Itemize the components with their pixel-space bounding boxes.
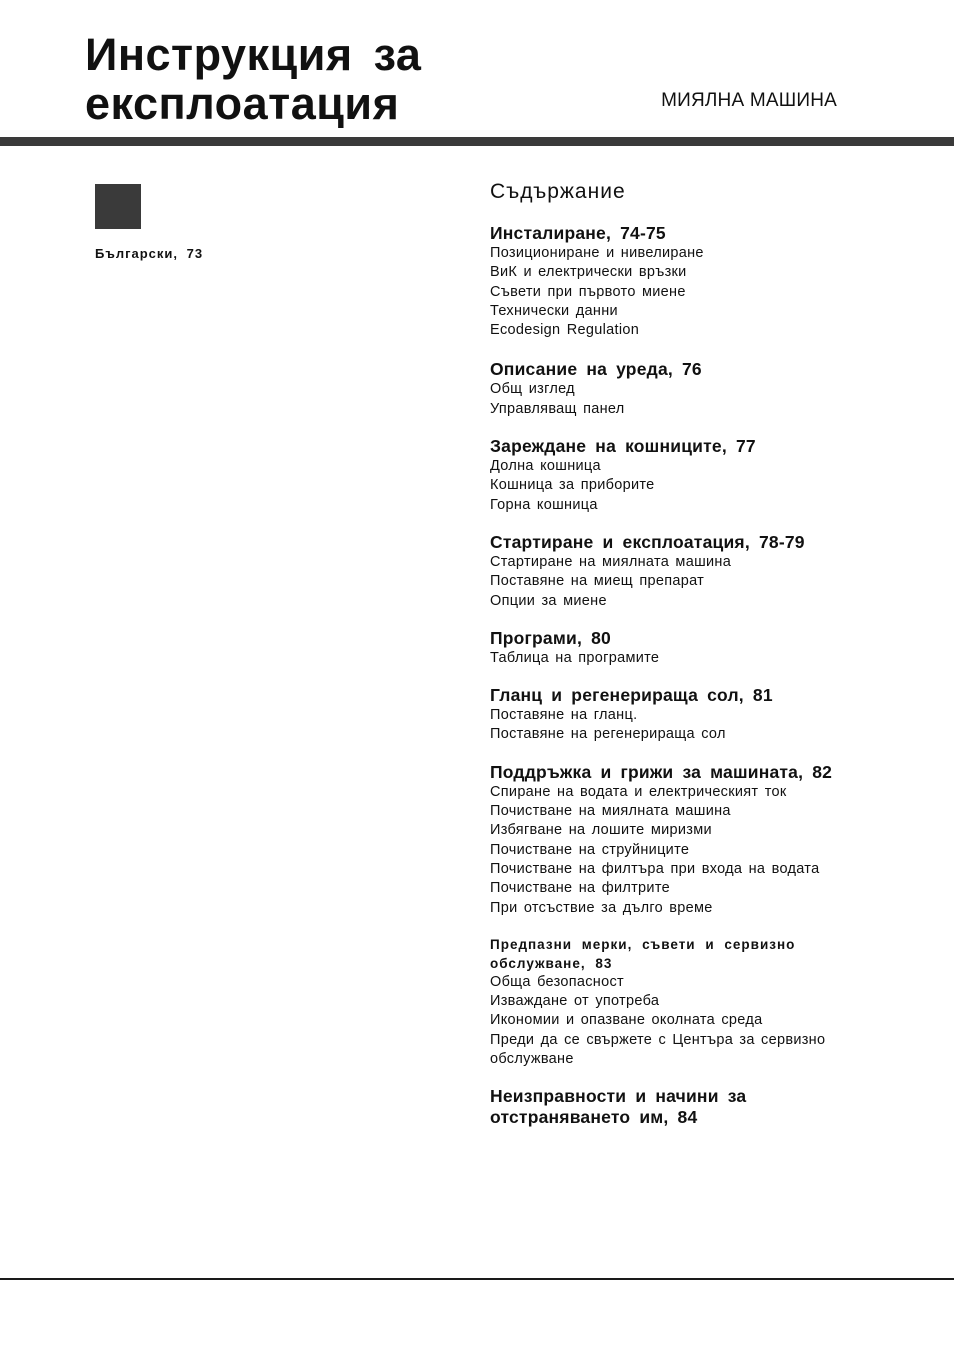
toc-item[interactable]: Опции за миене: [490, 592, 607, 609]
toc-item[interactable]: Почистване на миялната машина: [490, 803, 731, 820]
toc-item[interactable]: Горна кошница: [490, 496, 598, 513]
toc-item[interactable]: Позициониране и нивелиране: [490, 245, 704, 261]
title-line-1: Инструкция за: [85, 29, 422, 80]
toc-section-description: [490, 359, 860, 419]
toc-item[interactable]: Общ изглед: [490, 381, 575, 398]
toc-section-rinse-aid-salt: [490, 685, 860, 745]
toc-section-installation: [490, 223, 860, 340]
toc-item[interactable]: Съвети при първото миене: [490, 283, 686, 300]
toc-item[interactable]: Управляващ панел: [490, 400, 625, 417]
toc-item[interactable]: Спиране на водата и електрическият ток: [490, 783, 787, 800]
toc-item[interactable]: Почистване на струйниците: [490, 841, 690, 858]
language-marker-square: [95, 184, 141, 229]
toc-section-title[interactable]: Поддръжка и грижи за машината, 82: [490, 761, 833, 782]
toc-section-precautions-service: [490, 935, 860, 1069]
toc-section-programs: [490, 628, 860, 668]
toc-item[interactable]: Обща безопасност: [490, 973, 624, 990]
toc-item[interactable]: Долна кошница: [490, 458, 601, 475]
footer-divider: [0, 1278, 954, 1280]
product-name: МИЯЛНА МАШИНА: [661, 90, 837, 111]
page-title: [85, 30, 421, 128]
toc-item[interactable]: Почистване на филтрите: [490, 880, 670, 897]
header-divider: [0, 137, 954, 146]
toc-section-title[interactable]: Неизправности и начини за отстраняването им, 84: [490, 1086, 747, 1128]
toc-heading: Съдържание: [490, 180, 626, 203]
toc-section-start-operation: [490, 532, 860, 611]
toc-section-title[interactable]: Програми, 80: [490, 627, 611, 648]
toc-section-troubleshooting: [490, 1086, 860, 1128]
toc-item[interactable]: Ecodesign Regulation: [490, 322, 640, 339]
toc-item[interactable]: Поставяне на регенерираща сол: [490, 726, 726, 743]
toc-item[interactable]: Почистване на филтъра при входа на водата: [490, 860, 820, 877]
toc-item[interactable]: Стартиране на миялната машина: [490, 553, 732, 570]
toc-item[interactable]: Избягване на лошите миризми: [490, 822, 712, 839]
toc-item[interactable]: Икономии и опазване околната среда: [490, 1012, 763, 1029]
toc-item[interactable]: Преди да се свържете с Центъра за сервизно обслужване: [490, 1031, 826, 1068]
toc-section-maintenance: [490, 762, 860, 918]
toc-section-title[interactable]: Гланц и регенерираща сол, 81: [490, 685, 773, 706]
toc-item[interactable]: ВиК и електрически връзки: [490, 264, 687, 281]
toc-section-title[interactable]: Стартиране и експлоатация, 78-79: [490, 531, 805, 552]
toc-item[interactable]: Поставяне на миещ препарат: [490, 573, 705, 590]
toc-section-loading-racks: [490, 436, 860, 515]
toc-item[interactable]: Поставяне на гланц.: [490, 707, 638, 724]
toc-section-title[interactable]: Предпазни мерки, съвети и сервизно обслужване, 83: [490, 936, 796, 971]
title-line-2: експлоатация: [85, 78, 400, 129]
toc-section-title[interactable]: Описание на уреда, 76: [490, 359, 702, 380]
toc-section-title[interactable]: Зареждане на кошниците, 77: [490, 436, 756, 457]
toc-item[interactable]: Таблица на програмите: [490, 649, 660, 666]
table-of-contents: [490, 178, 860, 1145]
toc-item[interactable]: Технически данни: [490, 302, 618, 319]
toc-section-title[interactable]: Инсталиране, 74-75: [490, 223, 666, 243]
language-link[interactable]: Български, 73: [95, 246, 204, 261]
toc-item[interactable]: Кошница за приборите: [490, 477, 655, 494]
toc-item[interactable]: При отсъствие за дълго време: [490, 899, 713, 916]
toc-item[interactable]: Изваждане от употреба: [490, 993, 660, 1010]
